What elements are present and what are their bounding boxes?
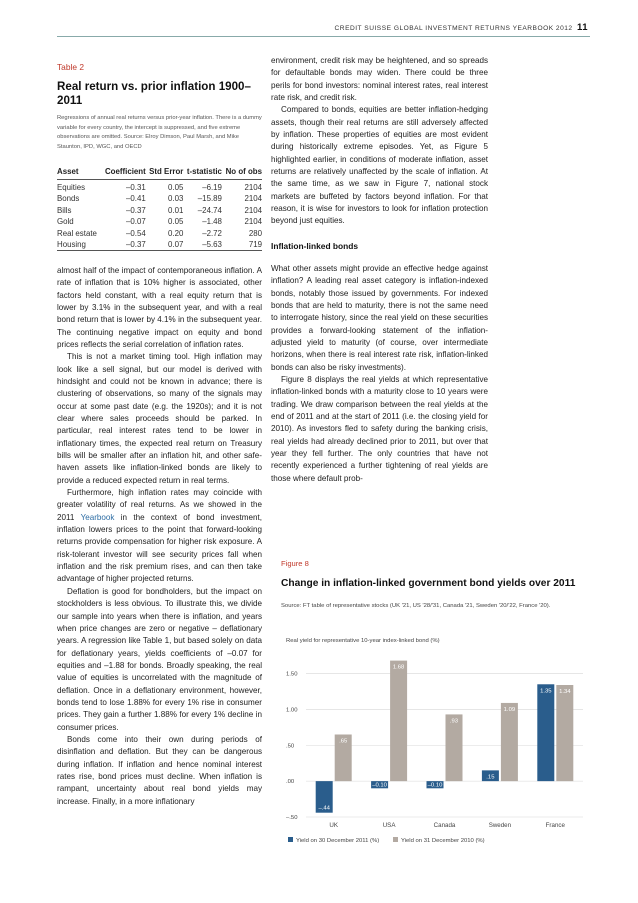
running-header: [335, 22, 588, 33]
text-span: in the context of bond investment, inflation lowers prices to the point that forward-looking returns provide compensation for higher risk exposure. A risk-tolerant investor will see security prices fall when inflation and the risk premium rises, and can then take advantage of higher projected returns.: [57, 512, 263, 584]
bar-chart: [278, 607, 588, 882]
data-label: .93: [449, 718, 459, 725]
table-cell: –0.41: [126, 194, 146, 204]
x-tick-label: Sweden: [488, 822, 512, 829]
table-cell: 2104: [244, 183, 262, 193]
y-tick-label: 1.50: [286, 671, 298, 678]
table-cell: –0.07: [126, 217, 146, 227]
col-header: No of obs: [222, 164, 262, 180]
data-label: 1.34: [559, 689, 571, 695]
paragraph: almost half of the impact of contemporaneous inflation. A rate of inflation that is 10% higher is associated, other factors held constant, with a real equity return that is lower by 3.1% in the subsequent year, and with a real bond return that is lower by 4.1% in the subsequent year. The continuing negative impact on equity and bond prices reflects the serial correlation of inflation rates.: [57, 265, 262, 349]
figure-source: Source: FT table of representative stocks (UK '21, US '28/'31, Canada '21, Sweden '20/'22, France '20).: [281, 603, 551, 609]
right-body-text-2: [271, 263, 488, 485]
data-label: 1.35: [540, 688, 552, 695]
left-column: [57, 55, 262, 808]
data-label: –0.10: [372, 782, 387, 789]
table-cell: 0.07: [168, 239, 184, 249]
table-note: Regressions of annual real returns versus prior-year inflation. There is a dummy variable for every country, the intercept is suppressed, and five extreme observations are omitted. Source: Elroy Dimson, Paul Marsh, and Mike Staunton, IPD, WGC, and OECD: [57, 115, 262, 150]
table-cell: –0.37: [126, 239, 146, 249]
page-number: 11: [576, 22, 588, 33]
row-label-cell: Bonds: [57, 194, 80, 204]
table-cell: –6.19: [202, 183, 222, 193]
table-cell: –1.48: [202, 217, 222, 227]
legend-swatch: [288, 837, 293, 842]
table-row: [57, 204, 262, 216]
header-rule: [57, 36, 590, 37]
row-label-cell: Bills: [57, 205, 72, 215]
table-row: [57, 180, 262, 193]
y-axis-label: Real yield for representative 10-year index-linked bond (%): [286, 638, 440, 644]
x-tick-label: France: [545, 822, 565, 829]
legend-swatch: [393, 837, 398, 842]
data-label: –0.10: [427, 782, 443, 789]
y-tick-label: 1.00: [286, 707, 298, 714]
text-span: Furthermore, high inflation rates may coincide with greater volatility of real returns. As we showed in the 2011: [57, 488, 262, 522]
paragraph: Compared to bonds, equities are better inflation-hedging assets, though their real returns are still adversely affected by inflation. These properties of equities are most evident during historically extreme episodes. Yet, as Figure 5 highlighted earlier, in conditions of moderate inflation, asset returns are relatively unaffected by the scale of inflation. At the same time, as we saw in Figure 7, national stock markets are buffeted by factors beyond inflation. For that reason, it is wise for investors to look for inflation protection beyond just equities.: [271, 105, 488, 226]
data-label: –.44: [318, 805, 330, 812]
table-cell: 0.01: [168, 205, 184, 215]
right-column: [271, 55, 488, 485]
paragraph: environment, credit risk may be heightened, and so spreads for defaultable bonds may widen. There could be three perils for bond investors: nominal interest rates, real interest rate risk, and credit risk.: [271, 56, 488, 103]
table-cell: 280: [248, 228, 262, 238]
col-header: Std Error: [146, 164, 184, 180]
table-cell: 719: [248, 239, 262, 249]
table-cell: –2.72: [202, 228, 222, 238]
row-label-cell: Real estate: [57, 228, 97, 238]
legend-label: Yield on 30 December 2011 (%): [296, 838, 380, 844]
table-cell: –24.74: [197, 205, 222, 215]
running-title: CREDIT SUISSE GLOBAL INVESTMENT RETURNS YEARBOOK 2012: [334, 25, 573, 32]
paragraph: Bonds come into their own during periods of disinflation and deflation. But they can be dangerous during inflation. If inflation and hence nominal interest rates rise, bond prices must decline. When inflation is rampant, uncertainty about real bond yields may increase. Finally, in a more inflationary: [57, 734, 262, 806]
x-tick-label: USA: [382, 822, 396, 829]
table-cell: –0.31: [126, 183, 146, 193]
row-label-cell: Gold: [57, 217, 74, 227]
data-label: 1.68: [392, 664, 405, 671]
table-header-row: [57, 164, 262, 180]
figure-8: [278, 552, 588, 882]
y-tick-label: .00: [286, 779, 295, 786]
paragraph: Figure 8 displays the real yields at which representative inflation-linked bonds with a maturity close to 10 years were trading. We draw comparison between the real yields at the end of 2011 and at the start of 2011 (i.e. the closing yield for 2010). As investors fled to safety during the banking crisis, real yields had already declined prior to 2011, but over that year they fell further. The only countries that have not recently experienced a further tightening of real yields are those where default prob-: [271, 374, 488, 483]
data-label: .65: [339, 738, 348, 745]
data-label: 1.09: [503, 706, 516, 713]
right-body-text: [271, 55, 488, 228]
paragraph: Deflation is good for bondholders, but the impact on stockholders is less obvious. To illustrate this, we divide our sample into years when there is inflation, and years when price changes are zero or negative – deflationary years. A regression like Table 1, but based solely on data for deflationary years, yields coefficients of –0.07 for equities and –1.88 for bonds. Broadly speaking, the real value of equities is uncorrelated with the magnitude of deflation. Once in a deflationary environment, however, bonds tend to lose 1.88% for every 1% rise in consumer prices. They gain a further 1.88% for every 1% decline in consumer prices.: [57, 586, 262, 732]
bar: [556, 685, 573, 781]
legend-label: Yield on 31 December 2010 (%): [401, 838, 485, 844]
y-tick-label: .50: [286, 743, 295, 750]
table-cell: –15.89: [197, 194, 222, 204]
table-cell: 2104: [244, 205, 262, 215]
table-row: [57, 239, 262, 251]
data-label: .15: [486, 774, 495, 781]
table-cell: 2104: [244, 217, 262, 227]
table-cell: 0.20: [168, 228, 184, 238]
y-tick-label: –.50: [286, 815, 298, 821]
figure-title: Change in inflation-linked government bond yields over 2011: [281, 578, 576, 589]
figure-label: Figure 8: [281, 559, 309, 568]
bar: [501, 703, 518, 781]
table-cell: –5.63: [202, 239, 222, 249]
x-tick-label: UK: [329, 822, 339, 829]
row-label-cell: Housing: [57, 239, 86, 249]
paragraph: What other assets might provide an effective hedge against inflation? A leading real asset category is inflation-indexed bonds, notably those issued by governments. For indexed bonds that are held to maturity, there is not the same need to interrogate history, since the real yield on these securities provides a forward-looking statement of the inflation-adjusted yield to maturity (of course, over intermediate horizons, when there is real interest rate risk, inflation-linked bonds can also be risky investments).: [271, 263, 488, 372]
col-header: Asset: [57, 164, 101, 180]
row-label-cell: Equities: [57, 183, 86, 193]
bar: [390, 661, 407, 782]
yearbook-link[interactable]: Yearbook: [80, 512, 115, 522]
table-cell: 0.05: [168, 217, 184, 227]
paragraph: [57, 487, 262, 586]
col-header: t-statistic: [183, 164, 222, 180]
section-heading: Inflation-linked bonds: [271, 240, 359, 251]
left-body-text: [57, 265, 262, 808]
table-cell: 0.05: [168, 183, 184, 193]
col-header: Coefficient: [101, 164, 146, 180]
table-cell: 0.03: [168, 194, 184, 204]
table-row: [57, 216, 262, 228]
table-title: Real return vs. prior inflation 1900–2011: [57, 80, 251, 107]
x-tick-label: Canada: [433, 822, 456, 829]
table-cell: 2104: [244, 194, 262, 204]
table-cell: –0.37: [126, 205, 146, 215]
paragraph: This is not a market timing tool. High inflation may look like a sell signal, but our model is derived with hindsight and could not be known in advance; there is clustering of observations, so many of the signals may occur at some past date (e.g. the 1920s); and it is not clear where sales proceeds should be parked. In particular, real interest rates tend to be lower in inflationary times, the expected real return on Treasury bills will be smaller after an inflation hit, and other safe-haven assets like inflation-linked bonds are likely to provide a reduced expected return in real terms.: [57, 352, 262, 485]
table-cell: –0.54: [126, 228, 146, 238]
table-row: [57, 193, 262, 205]
regression-table: [57, 164, 262, 251]
table-row: [57, 227, 262, 239]
bar: [537, 684, 554, 781]
table-label: Table 2: [57, 62, 85, 72]
